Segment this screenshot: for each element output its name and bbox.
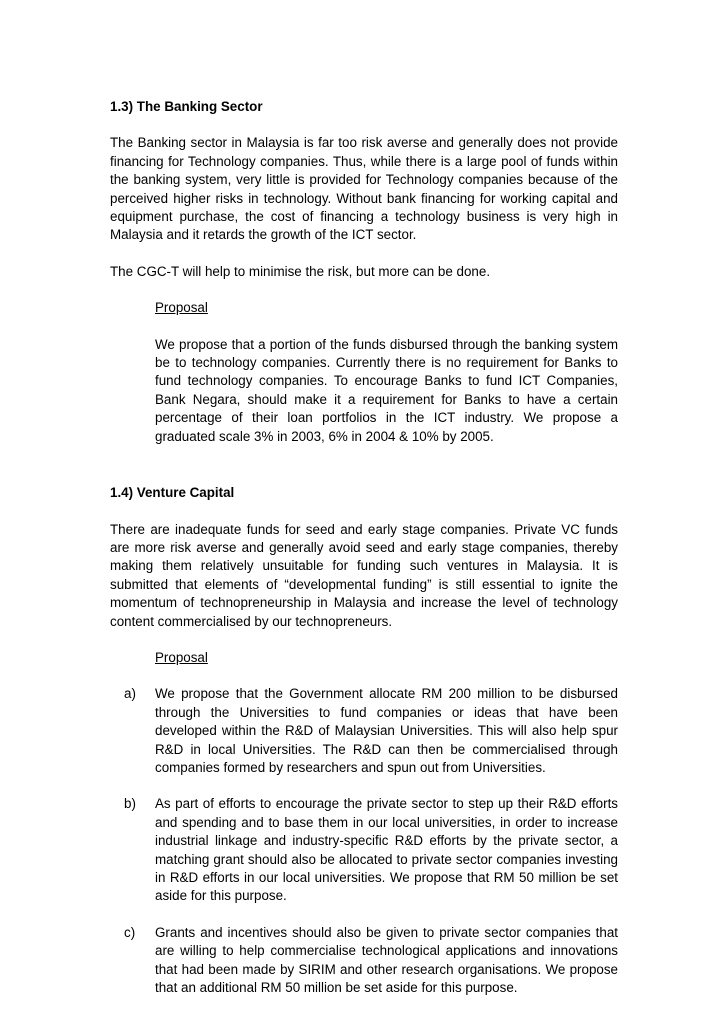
section-heading: 1.4) Venture Capital <box>110 485 235 501</box>
document-body <box>110 98 618 997</box>
list-item <box>124 795 618 905</box>
list-item-text: As part of efforts to encourage the private sector to step up their R&D efforts and spending and to base them in our local universities, in order to increase industrial linkage and industry-specific R&D efforts by the private sector, a matching grant should also be allocated to private sector companies investing in R&D efforts in our local universities. We propose that RM 50 million be set aside for this purpose. <box>155 796 618 904</box>
section-banking-sector <box>110 98 618 446</box>
list-marker: b) <box>124 796 136 812</box>
body-paragraph: The CGC-T will help to minimise the risk, but more can be done. <box>110 263 491 279</box>
section-venture-capital <box>110 484 618 997</box>
list-marker: c) <box>124 924 136 940</box>
section-heading: 1.3) The Banking Sector <box>110 99 263 114</box>
proposal-paragraph: We propose that a portion of the funds disbursed through the banking system be to technology companies. Currently there is no requirement for Banks to fund technology companies. To encourage Banks to fund ICT Companies, Bank Negara, should make it a requirement for Banks to have a certain percentage of their loan portfolios in the ICT industry. We propose a graduated scale 3% in 2003, 6% in 2004 & 10% by 2005. <box>155 336 618 444</box>
body-paragraph: The Banking sector in Malaysia is far too risk averse and generally does not provide financing for Technology companies. Thus, while there is a large pool of funds within the banking system, very little is provided for Technology companies because of the perceived higher risks in technology. Without bank financing for working capital and equipment purchase, the cost of financing a technology business is very high in Malaysia and it retards the growth of the ICT sector. <box>110 135 618 243</box>
list-item-text: Grants and incentives should also be given to private sector companies that are willing to help commercialise technological applications and innovations that had been made by SIRIM and other research organisations. We propose that an additional RM 50 million be set aside for this purpose. <box>155 924 618 996</box>
proposal-label: Proposal <box>155 649 208 665</box>
body-paragraph: There are inadequate funds for seed and early stage companies. Private VC funds are more risk averse and generally avoid seed and early stage companies, thereby making them relatively unsuitable for funding such ventures in Malaysia. It is submitted that elements of “developmental funding” is still essential to ignite the momentum of technopreneurship in Malaysia and increase the level of technology content commercialised by our technopreneurs. <box>110 521 618 629</box>
list-item <box>124 685 618 777</box>
list-item-text: We propose that the Government allocate RM 200 million to be disbursed through the Universities to fund companies or ideas that have been developed within the R&D of Malaysian Universities. This will also help spur R&D in local Universities. The R&D can then be commercialised through companies formed by researchers and spun out from Universities. <box>155 686 618 775</box>
list-marker: a) <box>124 686 136 702</box>
proposal-label: Proposal <box>155 300 208 316</box>
list-item <box>124 924 618 998</box>
